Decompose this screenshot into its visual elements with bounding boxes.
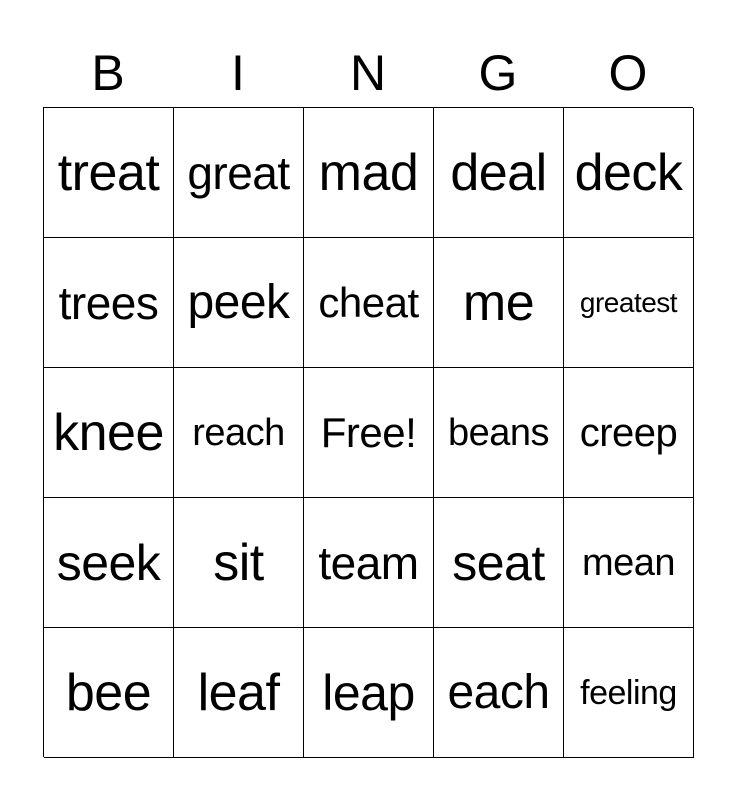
bingo-cell[interactable]: bee — [44, 628, 174, 758]
bingo-cell[interactable]: greatest — [564, 238, 694, 368]
header-letter-g: G — [478, 45, 518, 101]
bingo-cell[interactable]: leaf — [174, 628, 304, 758]
bingo-cell[interactable]: beans — [434, 368, 564, 498]
bingo-cell[interactable]: creep — [564, 368, 694, 498]
bingo-cell[interactable]: great — [174, 108, 304, 238]
bingo-cell[interactable]: sit — [174, 498, 304, 628]
bingo-cell[interactable]: team — [304, 498, 434, 628]
bingo-cell[interactable]: knee — [44, 368, 174, 498]
bingo-cell[interactable]: treat — [44, 108, 174, 238]
bingo-cell[interactable]: me — [434, 238, 564, 368]
header-letter-n: N — [349, 45, 387, 101]
bingo-cell[interactable]: each — [434, 628, 564, 758]
bingo-cell[interactable]: leap — [304, 628, 434, 758]
bingo-cell[interactable]: seat — [434, 498, 564, 628]
bingo-cell[interactable]: mad — [304, 108, 434, 238]
bingo-cell[interactable]: deal — [434, 108, 564, 238]
bingo-cell[interactable]: peek — [174, 238, 304, 368]
bingo-cell[interactable]: reach — [174, 368, 304, 498]
header-letter-b: B — [91, 45, 125, 101]
header-letter-i: I — [231, 45, 245, 101]
header-letter-o: O — [608, 45, 648, 101]
bingo-cell[interactable]: mean — [564, 498, 694, 628]
bingo-card-grid — [43, 107, 693, 757]
bingo-header — [43, 40, 693, 106]
bingo-cell[interactable]: feeling — [564, 628, 694, 758]
bingo-cell[interactable]: cheat — [304, 238, 434, 368]
bingo-cell[interactable]: seek — [44, 498, 174, 628]
bingo-cell[interactable]: deck — [564, 108, 694, 238]
bingo-cell[interactable]: trees — [44, 238, 174, 368]
bingo-cell-free[interactable]: Free! — [304, 368, 434, 498]
